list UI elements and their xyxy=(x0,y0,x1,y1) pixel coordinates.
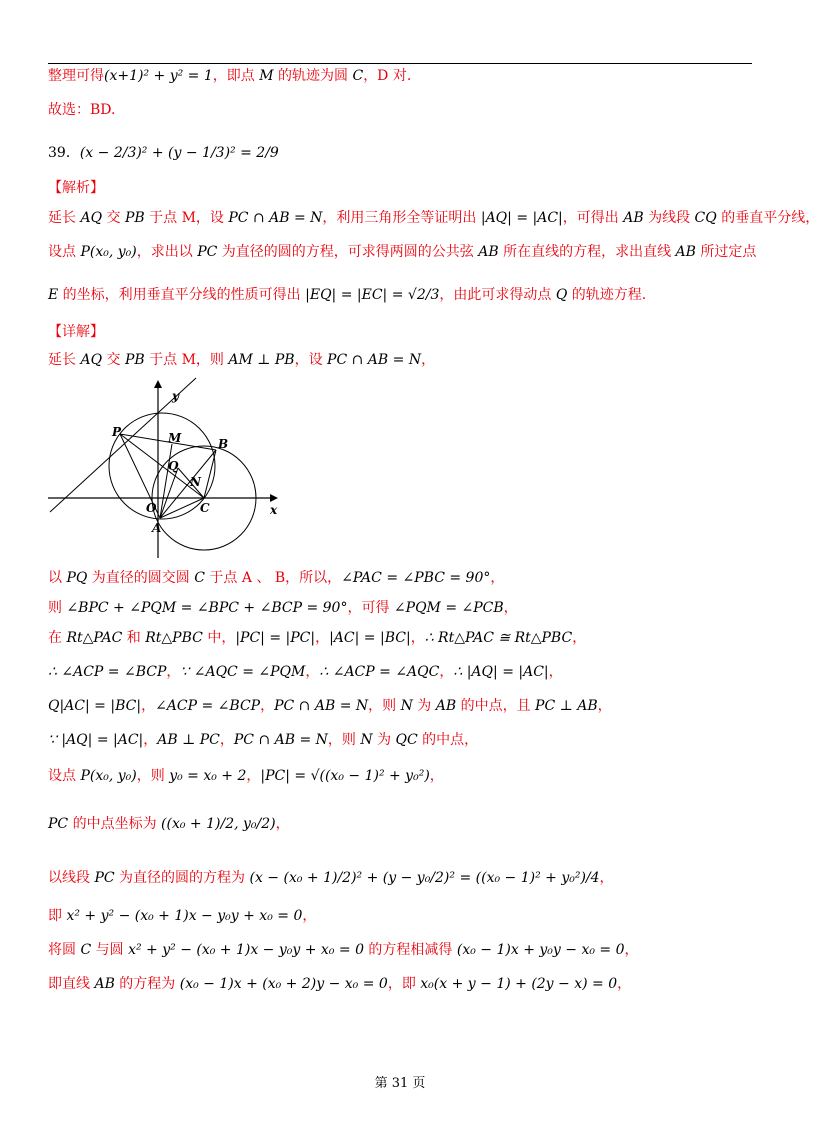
text-span: 的中点， xyxy=(417,732,479,748)
math-expression: ∴ ∠ACP = ∠AQC xyxy=(319,664,440,680)
text-line xyxy=(48,940,639,960)
math-expression: PC ∩ AB = N xyxy=(327,352,422,368)
text-span: ， xyxy=(315,630,330,646)
text-line xyxy=(48,974,631,994)
text-span: 的轨迹为圆 xyxy=(273,68,353,84)
text-span: 将圆 xyxy=(48,942,81,958)
text-line xyxy=(48,814,290,834)
math-expression: |PC| = √((x₀ − 1)² + y₀²) xyxy=(260,768,430,784)
text-line xyxy=(48,730,478,750)
label-m: M xyxy=(168,431,182,445)
math-expression: PC xyxy=(197,244,218,260)
text-span: 整理可得 xyxy=(48,68,104,84)
text-line xyxy=(48,208,819,228)
text-span: ， xyxy=(548,664,563,680)
math-expression: (x₀ − 1)x + y₀y − x₀ = 0 xyxy=(456,942,625,958)
segment-am xyxy=(160,444,172,518)
text-span: ，D 对. xyxy=(363,68,412,84)
math-expression: N xyxy=(360,732,373,748)
text-span: 的轨迹方程. xyxy=(567,287,647,303)
math-expression: AB ⊥ PC xyxy=(157,732,220,748)
y-axis-arrow xyxy=(154,380,162,388)
text-span: 为直径的圆交圆 xyxy=(87,570,195,586)
text-span: ， xyxy=(141,698,156,714)
text-line xyxy=(48,662,563,682)
text-span: 的方程相减得 xyxy=(363,942,457,958)
math-expression: x₀(x + y − 1) + (2y − x) = 0 xyxy=(420,976,618,992)
math-expression: PC xyxy=(94,870,115,886)
text-span: ， xyxy=(166,664,181,680)
text-line xyxy=(48,66,411,86)
text-span: 在 xyxy=(48,630,67,646)
text-span: 为 xyxy=(372,732,396,748)
text-span: 【详解】 xyxy=(48,324,104,340)
text-span: 所在直线的方程，求出直线 xyxy=(498,244,676,260)
math-expression: AB xyxy=(623,210,644,226)
math-expression: ∠PQM = ∠PCB xyxy=(393,600,504,616)
text-span: 即 xyxy=(48,908,67,924)
question-number-line xyxy=(48,143,279,163)
text-span: 中， xyxy=(202,630,236,646)
text-span: 39． xyxy=(48,145,80,161)
text-span: 和 xyxy=(122,630,146,646)
text-span: 为直径的圆的方程，可求得两圆的公共弦 xyxy=(217,244,479,260)
label-o: O xyxy=(146,501,157,515)
text-span: 为线段 xyxy=(643,210,695,226)
label-y: y xyxy=(172,389,179,403)
math-expression: PC ⊥ AB xyxy=(535,698,598,714)
text-span: ，则 xyxy=(136,768,170,784)
analysis-heading xyxy=(48,178,104,198)
text-span: 设点 xyxy=(48,244,81,260)
math-expression: M xyxy=(259,68,274,84)
text-line xyxy=(48,766,444,786)
math-expression: CQ xyxy=(694,210,717,226)
text-span: 以 xyxy=(48,570,67,586)
text-line xyxy=(48,350,435,370)
header-rule xyxy=(48,63,752,64)
text-span: 于点 M，则 xyxy=(144,352,229,368)
label-p: P xyxy=(112,425,122,439)
math-expression: ∠PAC = ∠PBC = 90° xyxy=(341,570,491,586)
text-span: 为直径的圆的方程为 xyxy=(114,870,250,886)
text-span: 交 xyxy=(102,352,125,368)
text-span: ， xyxy=(275,816,290,832)
text-span: 为 xyxy=(412,698,436,714)
text-span: ， xyxy=(624,942,639,958)
text-span: 的方程为 xyxy=(114,976,180,992)
text-span: ， xyxy=(617,976,632,992)
text-line xyxy=(48,285,646,305)
text-span: ，利用三角形全等证明出 xyxy=(322,210,481,226)
text-span: 即直线 xyxy=(48,976,95,992)
text-span: ， xyxy=(572,630,587,646)
text-span: ， xyxy=(421,352,436,368)
label-b: B xyxy=(218,437,229,451)
text-span: 延长 xyxy=(48,352,81,368)
math-expression: PB xyxy=(124,210,145,226)
math-expression: ∠BPC + ∠PQM = ∠BPC + ∠BCP = 90° xyxy=(66,600,348,616)
text-span: 于点 A 、 B，所以， xyxy=(204,570,342,586)
math-expression: QC xyxy=(395,732,418,748)
page-footer: 第 31 页 xyxy=(374,1076,426,1091)
text-span: ， xyxy=(246,768,261,784)
math-expression: N xyxy=(400,698,413,714)
text-span: 与圆 xyxy=(91,942,129,958)
label-a: A xyxy=(152,521,162,535)
text-span: 以线段 xyxy=(48,870,95,886)
text-span: ， xyxy=(410,630,425,646)
math-expression: ∠ACP = ∠BCP xyxy=(155,698,261,714)
math-expression: x² + y² − (x₀ + 1)x − y₀y + x₀ = 0 xyxy=(66,908,303,924)
math-expression: (x+1)² + y² = 1 xyxy=(104,68,213,84)
label-x: x xyxy=(270,503,278,517)
text-span: 故选：BD. xyxy=(48,102,116,118)
math-expression: AM ⊥ PB xyxy=(228,352,295,368)
text-span: ， xyxy=(219,732,234,748)
math-expression: P(x₀, y₀) xyxy=(80,244,137,260)
math-expression: y₀ = x₀ + 2 xyxy=(169,768,247,784)
text-span: 的中点，且 xyxy=(456,698,536,714)
text-span: 于点 M，设 xyxy=(144,210,229,226)
x-axis-arrow xyxy=(270,494,278,502)
text-span: ， xyxy=(143,732,158,748)
math-expression: Q|AC| = |BC| xyxy=(48,698,142,714)
text-line xyxy=(48,242,756,262)
math-expression: ((x₀ + 1)/2, y₀/2) xyxy=(161,816,276,832)
label-q: Q xyxy=(168,459,179,473)
text-span: ，即点 xyxy=(212,68,260,84)
text-span: ，设 xyxy=(294,352,328,368)
text-span: ， xyxy=(260,698,275,714)
text-line xyxy=(48,868,614,888)
math-expression: C xyxy=(194,570,205,586)
math-expression: AB xyxy=(675,244,696,260)
text-span: 则 xyxy=(48,600,67,616)
math-expression: |PC| = |PC| xyxy=(235,630,316,646)
detail-heading xyxy=(48,322,104,342)
text-line xyxy=(48,100,115,120)
math-expression: AQ xyxy=(80,210,103,226)
text-span: ， xyxy=(490,570,505,586)
math-expression: PC ∩ AB = N xyxy=(228,210,323,226)
math-expression: C xyxy=(352,68,364,84)
text-span: ，则 xyxy=(368,698,401,714)
text-line xyxy=(48,628,586,648)
text-span: 的中点坐标为 xyxy=(68,816,162,832)
text-span: ， xyxy=(305,664,320,680)
text-span: ，即 xyxy=(387,976,421,992)
math-expression: Rt△PAC xyxy=(66,630,123,646)
text-span: ， xyxy=(503,600,518,616)
text-line xyxy=(48,696,612,716)
text-span: ，可得出 xyxy=(562,210,624,226)
text-span: ，求出以 xyxy=(136,244,198,260)
math-expression: ∵ ∠AQC = ∠PQM xyxy=(180,664,306,680)
math-expression: ∵ |AQ| = |AC| xyxy=(48,732,144,748)
text-span: ， xyxy=(597,698,612,714)
text-span: 的坐标，利用垂直平分线的性质可得出 xyxy=(58,287,306,303)
math-expression: (x − (x₀ + 1)/2)² + (y − y₀/2)² = ((x₀ − 1)² + y₀²)/4 xyxy=(249,870,600,886)
text-span: ，可得 xyxy=(347,600,394,616)
text-span: 设点 xyxy=(48,768,81,784)
math-expression: ∴ ∠ACP = ∠BCP xyxy=(48,664,167,680)
geometry-figure xyxy=(44,372,284,562)
math-expression: PB xyxy=(124,352,145,368)
math-expression: x² + y² − (x₀ + 1)x − y₀y + x₀ = 0 xyxy=(128,942,364,958)
math-expression: ∴ Rt△PAC ≅ Rt△PBC xyxy=(424,630,573,646)
math-expression: P(x₀, y₀) xyxy=(80,768,137,784)
text-span: ，则 xyxy=(327,732,361,748)
math-expression: PC ∩ AB = N xyxy=(233,732,328,748)
text-span: 【解析】 xyxy=(48,180,104,196)
math-expression: |AC| = |BC| xyxy=(329,630,411,646)
text-span: 的垂直平分线， xyxy=(716,210,819,226)
text-span: ， xyxy=(439,664,454,680)
math-expression: AB xyxy=(478,244,499,260)
text-span: ， xyxy=(429,768,444,784)
math-expression: C xyxy=(80,942,92,958)
text-span: 交 xyxy=(102,210,125,226)
text-line xyxy=(48,568,504,588)
math-expression: AB xyxy=(94,976,115,992)
math-expression: (x₀ − 1)x + (x₀ + 2)y − x₀ = 0 xyxy=(179,976,388,992)
math-expression: AB xyxy=(435,698,457,714)
label-c: C xyxy=(200,501,210,515)
math-expression: Rt△PBC xyxy=(145,630,203,646)
math-expression: (x − 2/3)² + (y − 1/3)² = 2/9 xyxy=(79,145,279,161)
math-expression: E xyxy=(48,287,59,303)
text-line xyxy=(48,598,518,618)
math-expression: PQ xyxy=(66,570,88,586)
math-expression: PC xyxy=(48,816,69,832)
math-expression: PC ∩ AB = N xyxy=(274,698,369,714)
math-expression: ∴ |AQ| = |AC| xyxy=(453,664,549,680)
text-span: 延长 xyxy=(48,210,81,226)
text-line xyxy=(48,906,316,926)
text-span: ，由此可求得动点 xyxy=(439,287,556,303)
math-expression: |EQ| = |EC| = √2/3 xyxy=(305,287,440,303)
label-n: N xyxy=(190,475,201,489)
math-expression: AQ xyxy=(80,352,103,368)
math-expression: |AQ| = |AC| xyxy=(480,210,563,226)
math-expression: Q xyxy=(555,287,568,303)
text-span: ， xyxy=(302,908,317,924)
text-span: 所过定点 xyxy=(695,244,757,260)
text-span: ， xyxy=(599,870,614,886)
